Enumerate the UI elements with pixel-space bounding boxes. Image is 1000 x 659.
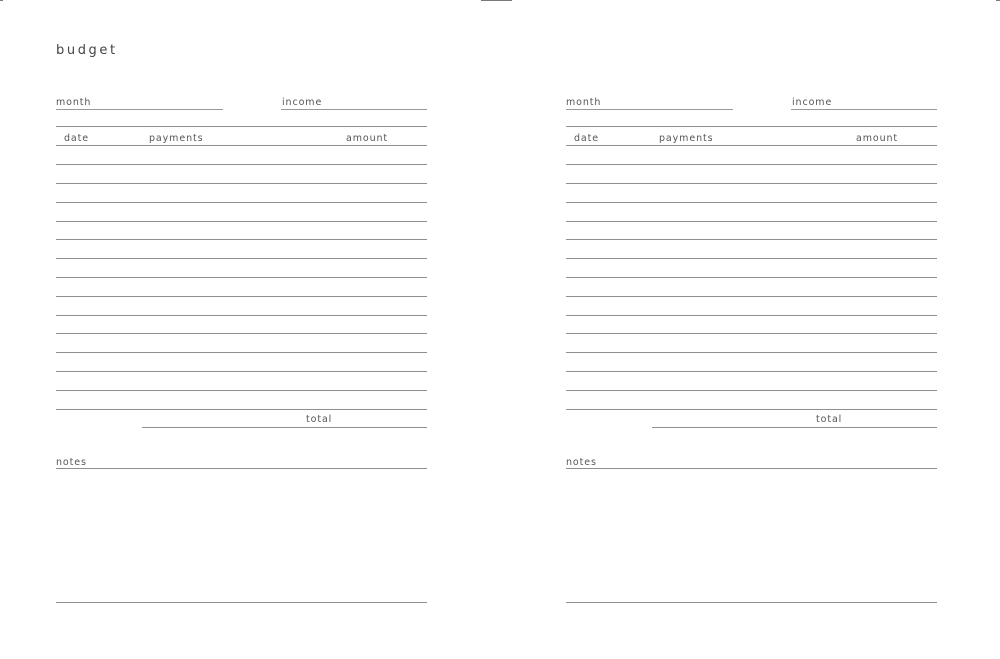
table-row[interactable] [56, 164, 427, 165]
notes-bottom-rule [566, 602, 937, 603]
page-title: budget [56, 43, 118, 58]
table-row[interactable] [566, 239, 937, 240]
table-row[interactable] [566, 145, 937, 146]
table-row[interactable] [56, 333, 427, 334]
crop-mark-left [0, 0, 3, 1]
table-row[interactable] [566, 352, 937, 353]
table-row[interactable] [566, 296, 937, 297]
payment-rows[interactable] [566, 145, 937, 413]
table-row[interactable] [56, 202, 427, 203]
notes-bottom-rule [56, 602, 427, 603]
table-row[interactable] [566, 409, 937, 410]
table-row[interactable] [56, 183, 427, 184]
income-label: income [282, 97, 323, 108]
notes-top-rule [56, 468, 427, 469]
budget-page-left [56, 0, 428, 659]
payment-rows[interactable] [56, 145, 427, 413]
table-row[interactable] [56, 315, 427, 316]
month-label: month [566, 97, 602, 108]
income-field[interactable] [791, 95, 937, 110]
date-column-header: date [64, 133, 90, 144]
table-row[interactable] [56, 221, 427, 222]
date-column-header: date [574, 133, 600, 144]
table-row[interactable] [56, 409, 427, 410]
table-row[interactable] [566, 183, 937, 184]
month-field[interactable] [56, 95, 223, 110]
table-row[interactable] [566, 371, 937, 372]
table-row[interactable] [566, 202, 937, 203]
crop-mark-center [481, 0, 512, 1]
payments-column-header: payments [659, 133, 714, 144]
total-label: total [816, 414, 843, 425]
table-row[interactable] [566, 277, 937, 278]
payments-column-header: payments [149, 133, 204, 144]
notes-label: notes [56, 457, 87, 468]
income-field[interactable] [281, 95, 427, 110]
table-row[interactable] [566, 315, 937, 316]
table-row[interactable] [56, 277, 427, 278]
table-row[interactable] [56, 296, 427, 297]
amount-column-header: amount [346, 133, 389, 144]
crop-mark-right [996, 0, 1000, 1]
header-top-rule [56, 126, 427, 127]
month-label: month [56, 97, 92, 108]
amount-column-header: amount [856, 133, 899, 144]
income-label: income [792, 97, 833, 108]
table-row[interactable] [56, 145, 427, 146]
header-top-rule [566, 126, 937, 127]
table-row[interactable] [566, 333, 937, 334]
table-row[interactable] [566, 164, 937, 165]
table-row[interactable] [566, 221, 937, 222]
table-row[interactable] [566, 258, 937, 259]
total-field[interactable] [142, 427, 427, 428]
table-row[interactable] [566, 390, 937, 391]
notes-top-rule [566, 468, 937, 469]
table-row[interactable] [56, 390, 427, 391]
total-label: total [306, 414, 333, 425]
table-row[interactable] [56, 258, 427, 259]
table-row[interactable] [56, 239, 427, 240]
budget-page-right [566, 0, 938, 659]
notes-label: notes [566, 457, 597, 468]
table-row[interactable] [56, 371, 427, 372]
table-row[interactable] [56, 352, 427, 353]
total-field[interactable] [652, 427, 937, 428]
month-field[interactable] [566, 95, 733, 110]
